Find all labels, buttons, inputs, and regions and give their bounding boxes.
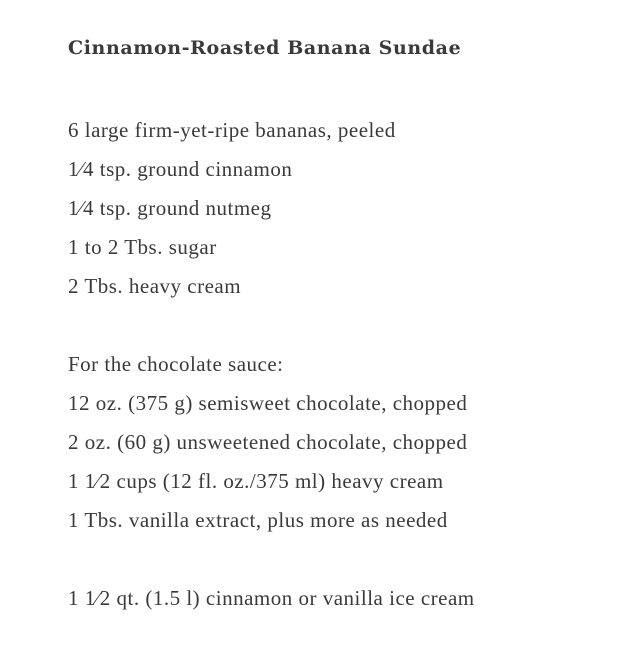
ingredient-line: 1 Tbs. vanilla extract, plus more as needed xyxy=(68,508,448,532)
ingredient-line: 2 Tbs. heavy cream xyxy=(68,274,242,298)
ingredient-line: 1⁄4 tsp. ground cinnamon xyxy=(68,157,293,181)
ingredient-line: 2 oz. (60 g) unsweetened chocolate, chopped xyxy=(68,430,468,454)
recipe-title: Cinnamon-Roasted Banana Sundae xyxy=(68,37,462,59)
ingredient-line: 12 oz. (375 g) semisweet chocolate, chopped xyxy=(68,391,468,415)
ingredient-group-bananas xyxy=(68,111,628,306)
recipe xyxy=(68,33,628,618)
ingredient-line: 1 to 2 Tbs. sugar xyxy=(68,235,217,259)
ingredient-group-ice-cream xyxy=(68,579,628,618)
ingredient-line: 1⁄4 tsp. ground nutmeg xyxy=(68,196,272,220)
section-heading: For the chocolate sauce: xyxy=(68,352,284,376)
ingredient-line: 6 large firm-yet-ripe bananas, peeled xyxy=(68,118,396,142)
ingredient-line: 1 1⁄2 cups (12 fl. oz./375 ml) heavy cream xyxy=(68,469,444,493)
ingredient-line: 1 1⁄2 qt. (1.5 l) cinnamon or vanilla ice cream xyxy=(68,586,475,610)
ingredient-group-chocolate-sauce xyxy=(68,345,628,540)
